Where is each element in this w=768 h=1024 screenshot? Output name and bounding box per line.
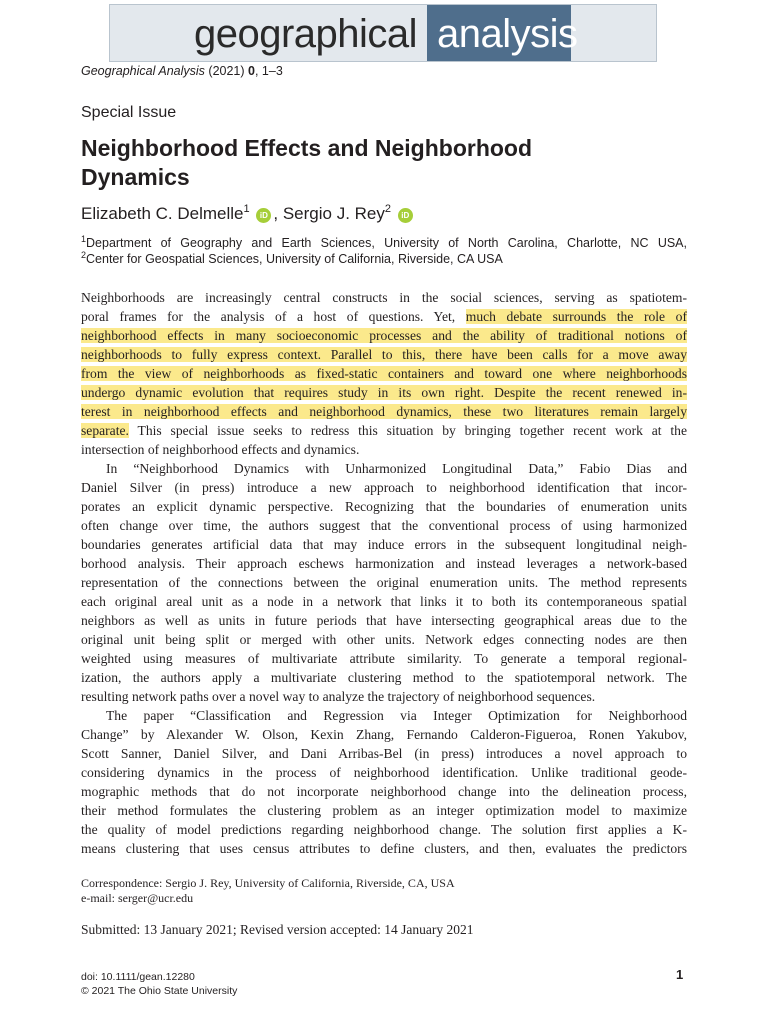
author-affiliation-marker: 2: [384, 203, 391, 215]
text-segment: considering dynamics in the process of neighborhood identification. Unlike traditional geode-: [81, 765, 687, 780]
text-segment: In “Neighborhood Dynamics with Unharmonized Longitudinal Data,” Fabio Dias and: [106, 461, 687, 476]
text-segment: Daniel Silver (in press) introduce a new approach to neighborhood identification that incor-: [81, 480, 687, 495]
journal-masthead: [109, 4, 657, 62]
body-text-line: [81, 497, 687, 516]
body-text-line: [81, 478, 687, 497]
body-text-line: [81, 554, 687, 573]
text-segment: neighbors as well as units in future periods that have intersecting geographical areas due to the: [81, 613, 687, 628]
text-segment: ization, the authors apply a multivariate clustering method to the spatiotemporal network. The: [81, 670, 687, 685]
body-text-line: [81, 782, 687, 801]
body-text-line: [81, 535, 687, 554]
article-title: Neighborhood Effects and Neighborhood Dynamics: [81, 135, 533, 190]
author-name[interactable]: Elizabeth C. Delmelle: [81, 204, 244, 223]
citation-year: (2021): [208, 64, 245, 78]
orcid-icon[interactable]: iD: [256, 208, 271, 223]
highlighted-text: separate.: [81, 423, 129, 438]
text-segment: their method formulates the clustering problem as an integer optimization model to maximize: [81, 803, 687, 818]
affiliation-text: Center for Geospatial Sciences, University of California, Riverside, CA USA: [86, 252, 503, 266]
orcid-icon[interactable]: iD: [398, 208, 413, 223]
citation-volume: 0: [248, 64, 255, 78]
body-text-line: [81, 611, 687, 630]
highlighted-text: much debate surrounds the role of: [465, 309, 687, 324]
body-text-line: [81, 307, 687, 326]
author-name[interactable]: Sergio J. Rey: [282, 204, 385, 223]
body-text-line: [81, 801, 687, 820]
body-text-line: [81, 668, 687, 687]
text-segment: often change over time, the authors suggest that the conventional process of using harmonized: [81, 518, 687, 533]
section-label: Special Issue: [81, 104, 177, 121]
text-segment: boundaries generates artificial data that may induce errors in the subsequent longitudinal neigh-: [81, 537, 687, 552]
correspondence-block: [81, 876, 455, 906]
body-text-line: [81, 839, 687, 858]
body-text-line: [81, 326, 687, 345]
text-segment: The paper “Classification and Regression via Integer Optimization for Neighborhood: [106, 708, 687, 723]
doi-link[interactable]: doi: 10.1111/gean.12280: [81, 971, 195, 983]
citation-pages: , 1–3: [254, 64, 283, 78]
text-segment: resulting network paths over a novel way to analyze the trajectory of neighborhood sequences.: [81, 689, 596, 704]
page-number: 1: [676, 967, 684, 982]
affiliation-marker: 1: [81, 234, 87, 244]
body-text-line: [81, 402, 687, 421]
text-segment: Neighborhoods are increasingly central constructs in the social sciences, serving as spatiotem-: [81, 290, 687, 305]
correspondence-line: Correspondence: Sergio J. Rey, University of California, Riverside, CA, USA: [81, 876, 455, 890]
text-segment: borhood analysis. Their approach eschews harmonization and instead leverages a network-based: [81, 556, 687, 571]
affiliation: [81, 252, 687, 266]
affiliation: [81, 236, 687, 250]
text-segment: the quality of model predictions regarding neighborhood change. The solution first applies a K-: [81, 822, 687, 837]
body-text-line: [81, 687, 687, 706]
highlighted-text: neighborhoods to fully express context. Parallel to this, there have been calls for a move away: [81, 347, 687, 362]
text-segment: This special issue seeks to redress this situation by bringing together recent work at the: [128, 423, 687, 438]
masthead-accent-box: [427, 5, 578, 62]
body-text-line: [81, 364, 687, 383]
text-segment: weighted using measures of multivariate attribute similarity. To generate a temporal regional-: [81, 651, 687, 666]
masthead-word-analysis: analysis: [437, 12, 578, 56]
highlighted-text: neighborhood effects in many socioeconomic processes and the ability of traditional notions of: [81, 328, 687, 343]
body-text-line: [81, 820, 687, 839]
highlighted-text: undergo dynamic evolution that requires study in its own right. Despite the recent renewed in-: [81, 385, 687, 400]
body-text-line: [81, 763, 687, 782]
body-text-line: [106, 706, 687, 725]
body-text-line: [81, 630, 687, 649]
text-segment: Change” by Alexander W. Olson, Kexin Zhang, Fernando Calderon-Figueroa, Ronen Yakubov,: [81, 727, 687, 742]
body-text-line: [81, 421, 687, 440]
body-text-line: [81, 345, 687, 364]
text-segment: poral frames for the analysis of a host of questions. Yet,: [81, 309, 466, 324]
affiliation-text: Department of Geography and Earth Sciences, University of North Carolina, Charlotte, NC USA,: [86, 236, 687, 250]
text-segment: each original areal unit as a node in a network that links it to both its contemporaneous spatial: [81, 594, 687, 609]
copyright-notice: © 2021 The Ohio State University: [81, 985, 238, 997]
body-text-line: [81, 288, 687, 307]
text-segment: Scott Sanner, Daniel Silver, and Dani Arribas-Bel (in press) introduces a novel approach to: [81, 746, 687, 761]
body-text-line: [81, 573, 687, 592]
author-separator: ,: [273, 204, 283, 223]
body-text-line: [81, 516, 687, 535]
highlighted-text: from the view of neighborhoods as fixed-static containers and toward one where neighborhoods: [81, 366, 687, 381]
page-footer: [81, 970, 237, 998]
correspondence-email[interactable]: e-mail: serger@ucr.edu: [81, 891, 194, 905]
body-text-line: [81, 383, 687, 402]
body-text-line: [81, 744, 687, 763]
body-text-line: [81, 649, 687, 668]
body-text-line: [81, 440, 687, 459]
text-segment: original unit being split or merged with other units. Network edges connecting nodes are then: [81, 632, 687, 647]
highlighted-text: terest in neighborhood effects and neighborhood dynamics, these two literatures remain largely: [81, 404, 687, 419]
submission-dates: Submitted: 13 January 2021; Revised version accepted: 14 January 2021: [81, 922, 474, 937]
affiliation-marker: 2: [81, 250, 87, 260]
text-segment: means clustering that uses census attributes to define clusters, and then, evaluates the predictors: [81, 841, 687, 856]
author-list: [81, 204, 415, 224]
journal-citation: [81, 64, 283, 78]
body-text-line: [81, 725, 687, 744]
author-affiliation-marker: 1: [243, 203, 250, 215]
body-text-line: [106, 459, 687, 478]
text-segment: porates an explicit dynamic perspective. Recognizing that the boundaries of enumeration units: [81, 499, 687, 514]
text-segment: mographic methods that do not incorporate neighborhood change into the delineation process,: [81, 784, 687, 799]
text-segment: representation of the connections between the original enumeration units. The method represents: [81, 575, 687, 590]
body-text-line: [81, 592, 687, 611]
citation-journal: Geographical Analysis: [81, 64, 205, 78]
text-segment: intersection of neighborhood effects and dynamics.: [81, 442, 360, 457]
masthead-word-geographical: geographical: [194, 12, 418, 56]
